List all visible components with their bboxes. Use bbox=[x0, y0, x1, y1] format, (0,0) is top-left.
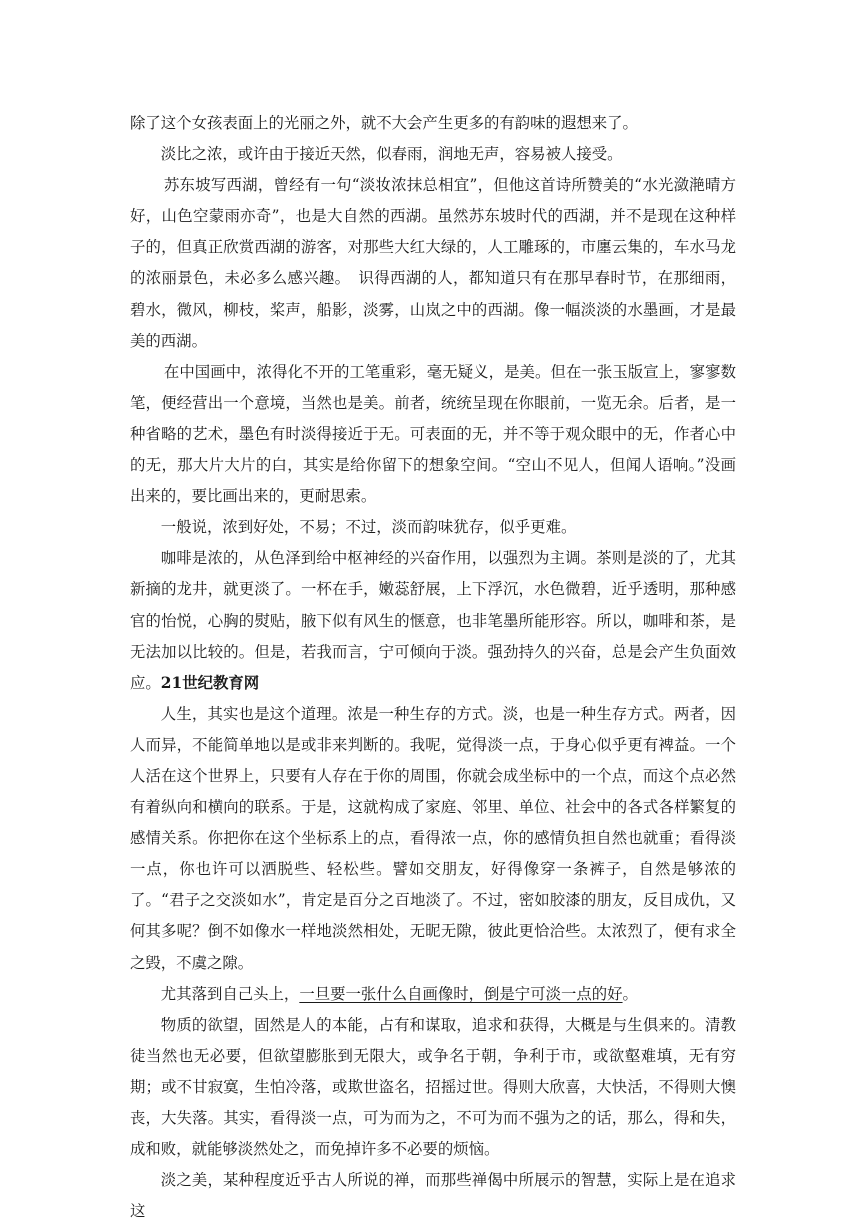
paragraph-3: 苏东坡写西湖，曾经有一句“淡妆浓抹总相宜”，但他这首诗所赞美的“水光潋滟晴方好，山色空蒙雨亦奇”，也是大自然的西湖。虽然苏东坡时代的西湖，并不是现在这种样子的，但真正欣赏西湖的游客，对那些大红大绿的，人工雕琢的，市廛云集的，车水马龙的浓丽景色，未必多么感兴趣。 识得西湖的人，都知道只有在那早春时节，在那细雨，碧水，微风，柳枝，桨声，船影，淡雾，山岚之中的西湖。像一幅淡淡的水墨画，才是最美的西湖。 bbox=[130, 176, 736, 350]
underlined-sentence: 一旦要一张什么自画像时，倒是宁可淡一点的好 bbox=[299, 984, 623, 1003]
paragraph-5: 一般说，浓到好处，不易；不过，淡而韵味犹存，似乎更难。 bbox=[160, 518, 577, 537]
paragraph-8 bbox=[130, 979, 736, 1010]
paragraph-7: 人生，其实也是这个道理。浓是一种生存的方式。淡，也是一种生存方式。两者，因人而异，不能简单地以是或非来判断的。我呢，觉得淡一点，于身心似乎更有裨益。一个人活在这个世界上，只要有人存在于你的周围，你就会成坐标中的一个点，而这个点必然有着纵向和横向的联系。于是，这就构成了家庭、邻里、单位、社会中的各式各样繁复的感情关系。你把你在这个坐标系上的点，看得浓一点，你的感情负担自然也就重；看得淡一点，你也许可以洒脱些、轻松些。譬如交朋友，好得像穿一条裤子，自然是够浓的了。“君子之交淡如水”，肯定是百分之百地淡了。不过，密如胶漆的朋友，反目成仇，又何其多呢？倒不如像水一样地淡然相处，无昵无隙，彼此更恰洽些。太浓烈了，便有求全之毁，不虞之隙。 bbox=[130, 704, 736, 972]
paragraph-10: 淡之美，某种程度近乎古人所说的禅，而那些禅偈中所展示的智慧，实际上是在追求这 bbox=[130, 1171, 736, 1221]
paragraph-8-text: 尤其落到自己头上， bbox=[160, 984, 300, 1003]
paragraph-1: 除了这个女孩表面上的光丽之外，就不大会产生更多的有韵味的遐想来了。 bbox=[130, 114, 638, 132]
source-watermark-text: 21世纪教育网 bbox=[160, 673, 260, 692]
document-body bbox=[130, 108, 736, 1227]
paragraph-9: 物质的欲望，固然是人的本能，占有和谋取，追求和获得，大概是与生俱来的。清教徒当然也无必要，但欲望膨胀到无限大，或争名于朝，争利于市，或欲壑难填，无有穷期；或不甘寂寞，生怕冷落，或欺世盗名，招摇过世。得则大欣喜，大快活，不得则大懊丧，大失落。其实，看得淡一点，可为而为之，不可为而不强为之的话，那么，得和失，成和败，就能够淡然处之，而免掉许多不必要的烦恼。 bbox=[130, 1015, 736, 1159]
paragraph-8-tail: 。 bbox=[622, 984, 638, 1003]
paragraph-2: 淡比之浓，或许由于接近天然，似春雨，润地无声，容易被人接受。 bbox=[160, 145, 623, 164]
paragraph-6 bbox=[130, 543, 736, 698]
paragraph-6-text: 咖啡是浓的，从色泽到给中枢神经的兴奋作用，以强烈为主调。茶则是淡的了，尤其新摘的龙井，就更淡了。一杯在手，嫩蕊舒展，上下浮沉，水色微碧，近乎透明，那种感官的怡悦，心胸的熨贴，腋下似有风生的惬意，也非笔墨所能形容。所以，咖啡和茶，是无法加以比较的。但是，若我而言，宁可倾向于淡。强劲持久的兴奋，总是会产生负面效应。 bbox=[130, 549, 736, 692]
paragraph-4: 在中国画中，浓得化不开的工笔重彩，毫无疑义，是美。但在一张玉版宣上，寥寥数笔，便经营出一个意境，当然也是美。前者，统统呈现在你眼前，一览无余。后者，是一种省略的艺术，墨色有时淡得接近于无。可表面的无，并不等于观众眼中的无，作者心中的无，那大片大片的白，其实是给你留下的想象空间。“空山不见人，但闻人语响。”没画出来的，要比画出来的，更耐思索。 bbox=[130, 362, 736, 506]
